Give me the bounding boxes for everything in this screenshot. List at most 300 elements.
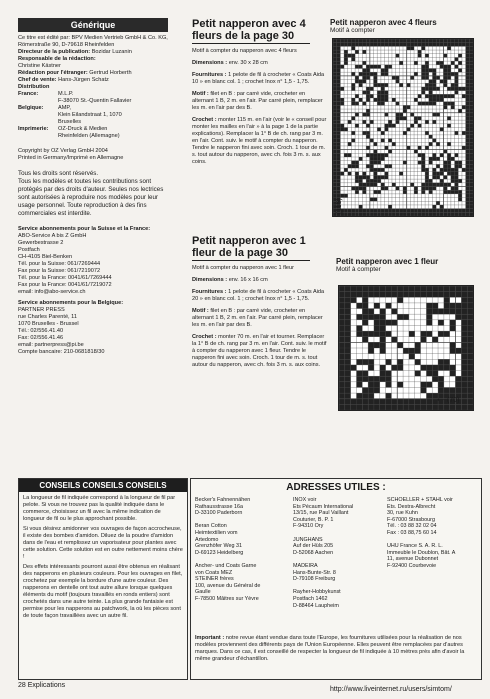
imprimerie-label: Imprimerie: xyxy=(18,126,49,132)
filled-cell xyxy=(469,131,473,135)
filled-cell xyxy=(461,342,467,348)
filled-cell xyxy=(396,212,400,216)
filled-cell xyxy=(333,43,337,47)
filled-cell xyxy=(438,382,444,388)
article1-motif-value: filet en B : par carré vide, crocheter en alternant 1 B, 2 m. en l'air. Par carré plein, remplacer les m. en l'air par des B. xyxy=(192,91,323,111)
filled-cell xyxy=(392,183,396,187)
article2-motif-label: Motif : xyxy=(192,308,209,314)
filled-cell xyxy=(466,161,470,165)
filled-cell xyxy=(351,404,357,410)
filled-cell xyxy=(333,187,337,191)
filled-cell xyxy=(458,164,462,168)
filled-cell xyxy=(458,69,462,73)
filled-cell xyxy=(447,43,451,47)
filled-cell xyxy=(421,337,427,343)
filled-cell xyxy=(466,139,470,143)
filled-cell xyxy=(466,164,470,168)
filled-cell xyxy=(461,337,467,343)
filled-cell xyxy=(362,91,366,95)
filled-cell xyxy=(368,399,374,405)
filled-cell xyxy=(455,83,459,87)
filled-cell xyxy=(451,83,455,87)
filled-cell xyxy=(359,175,363,179)
filled-cell xyxy=(451,39,455,43)
filled-cell xyxy=(366,72,370,76)
filled-cell xyxy=(469,183,473,187)
filled-cell xyxy=(466,72,470,76)
filled-cell xyxy=(455,76,459,80)
filled-cell xyxy=(377,65,381,69)
filled-cell xyxy=(466,209,470,213)
filled-cell xyxy=(385,164,389,168)
filled-cell xyxy=(432,286,438,292)
filled-cell xyxy=(333,113,337,117)
filled-cell xyxy=(469,120,473,124)
filled-cell xyxy=(339,359,345,365)
filled-cell xyxy=(467,354,473,360)
article1-dimensions xyxy=(192,60,327,67)
filled-cell xyxy=(444,80,448,84)
filled-cell xyxy=(345,325,351,331)
filled-cell xyxy=(469,109,473,113)
filled-cell xyxy=(355,190,359,194)
filled-cell xyxy=(388,164,392,168)
filled-cell xyxy=(407,105,411,109)
filled-cell xyxy=(385,172,389,176)
filled-cell xyxy=(421,65,425,69)
filled-cell xyxy=(444,309,450,315)
filled-cell xyxy=(368,404,374,410)
filled-cell xyxy=(377,43,381,47)
filled-cell xyxy=(440,153,444,157)
filled-cell xyxy=(436,61,440,65)
filled-cell xyxy=(418,116,422,120)
filled-cell xyxy=(351,98,355,102)
filled-cell xyxy=(370,183,374,187)
filled-cell xyxy=(447,46,451,50)
filled-cell xyxy=(337,69,341,73)
filled-cell xyxy=(436,98,440,102)
filled-cell xyxy=(362,175,366,179)
filled-cell xyxy=(385,91,389,95)
filled-cell xyxy=(355,80,359,84)
filled-cell xyxy=(436,164,440,168)
filled-cell xyxy=(440,128,444,132)
filled-cell xyxy=(355,43,359,47)
filled-cell xyxy=(337,76,341,80)
filled-cell xyxy=(450,404,456,410)
filled-cell xyxy=(337,187,341,191)
filled-cell xyxy=(469,61,473,65)
filled-cell xyxy=(432,365,438,371)
filled-cell xyxy=(403,131,407,135)
filled-cell xyxy=(432,404,438,410)
filled-cell xyxy=(339,297,345,303)
filled-cell xyxy=(366,179,370,183)
filled-cell xyxy=(333,190,337,194)
filled-cell xyxy=(438,376,444,382)
filled-cell xyxy=(421,387,427,393)
filled-cell xyxy=(403,109,407,113)
filled-cell xyxy=(451,157,455,161)
filled-cell xyxy=(377,190,381,194)
filled-cell xyxy=(374,404,380,410)
filled-cell xyxy=(440,43,444,47)
filled-cell xyxy=(415,292,421,298)
filled-cell xyxy=(421,331,427,337)
filled-cell xyxy=(450,348,456,354)
filled-cell xyxy=(469,209,473,213)
filled-cell xyxy=(359,43,363,47)
filled-cell xyxy=(370,179,374,183)
filled-cell xyxy=(455,187,459,191)
filled-cell xyxy=(399,83,403,87)
filled-cell xyxy=(414,190,418,194)
filled-cell xyxy=(407,209,411,213)
filled-cell xyxy=(333,172,337,176)
article2-fournitures xyxy=(192,289,327,303)
abo-suisse-text: ABO-Service A bis Z GmbH Gewerbestrasse 2 Postfach CH-4105 Biel-Benken Tél. pour la Suisse: 061/7269444 Fax pour la Suisse: 061/7219072 Tél. pour la France: 0041/61/7269444 Fax pour la France: 0041/61/7219072 email: info@abo-service.ch xyxy=(18,233,112,295)
filled-cell xyxy=(362,314,368,320)
filled-cell xyxy=(380,376,386,382)
etranger-line xyxy=(18,70,188,77)
filled-cell xyxy=(370,94,374,98)
filled-cell xyxy=(337,105,341,109)
generique-heading: Générique xyxy=(18,18,168,32)
filled-cell xyxy=(458,179,462,183)
filled-cell xyxy=(344,43,348,47)
article-1-fleur xyxy=(192,235,327,369)
abo-belgique-title: Service abonnements pour la Belgique: xyxy=(18,300,124,306)
filled-cell xyxy=(337,50,341,54)
filled-cell xyxy=(345,399,351,405)
filled-cell xyxy=(421,102,425,106)
filled-cell xyxy=(362,209,366,213)
filled-cell xyxy=(451,172,455,176)
filled-cell xyxy=(340,43,344,47)
filled-cell xyxy=(362,187,366,191)
filled-cell xyxy=(458,209,462,213)
filled-cell xyxy=(426,404,432,410)
filled-cell xyxy=(432,157,436,161)
filled-cell xyxy=(374,43,378,47)
filled-cell xyxy=(455,161,459,165)
filled-cell xyxy=(444,175,448,179)
filled-cell xyxy=(432,80,436,84)
filled-cell xyxy=(368,342,374,348)
filled-cell xyxy=(377,168,381,172)
filled-cell xyxy=(366,39,370,43)
filled-cell xyxy=(444,387,450,393)
filled-cell xyxy=(432,168,436,172)
article2-motif-desc xyxy=(192,308,327,329)
filled-cell xyxy=(392,209,396,213)
filled-cell xyxy=(466,113,470,117)
filled-cell xyxy=(362,212,366,216)
filled-cell xyxy=(432,371,438,377)
filled-cell xyxy=(381,187,385,191)
filled-cell xyxy=(450,292,456,298)
filled-cell xyxy=(461,286,467,292)
filled-cell xyxy=(345,359,351,365)
filled-cell xyxy=(451,102,455,106)
filled-cell xyxy=(340,65,344,69)
filled-cell xyxy=(461,365,467,371)
filled-cell xyxy=(368,393,374,399)
filled-cell xyxy=(356,331,362,337)
filled-cell xyxy=(461,393,467,399)
filled-cell xyxy=(467,393,473,399)
filled-cell xyxy=(469,198,473,202)
filled-cell xyxy=(356,303,362,309)
filled-cell xyxy=(351,72,355,76)
filled-cell xyxy=(381,91,385,95)
filled-cell xyxy=(414,150,418,154)
filled-cell xyxy=(451,209,455,213)
filled-cell xyxy=(344,194,348,198)
filled-cell xyxy=(421,91,425,95)
filled-cell xyxy=(438,365,444,371)
filled-cell xyxy=(409,286,415,292)
filled-cell xyxy=(444,187,448,191)
filled-cell xyxy=(455,43,459,47)
filled-cell xyxy=(466,157,470,161)
filled-cell xyxy=(455,57,459,61)
filled-cell xyxy=(351,297,357,303)
adresses-col3: SCHOELLER + STAHL voir Ets. Destra-Albrecht 30, rue Kuhn F-67000 Strasbourg Tél. : 03 88 32 02 04 Fax : 03 88,75 60 14 UHU France S. A. R. L. Immeuble le Doublon, Bât. A 11, avenue Dubonnet F-92400 Courbevoie xyxy=(387,497,456,569)
filled-cell xyxy=(466,91,470,95)
filled-cell xyxy=(339,314,345,320)
filled-cell xyxy=(370,161,374,165)
chart2-title: Petit napperon avec 1 fleur xyxy=(336,257,439,266)
filled-cell xyxy=(440,61,444,65)
filled-cell xyxy=(447,116,451,120)
filled-cell xyxy=(362,303,368,309)
filled-cell xyxy=(370,212,374,216)
filled-cell xyxy=(374,72,378,76)
filled-cell xyxy=(466,98,470,102)
important-text: notre revue étant vendue dans toute l'Europe, les fournitures utilisées pour la réalisation de nos modèles proviennent des différents pays de l'Union Européenne. Elles peuvent être remplacées par d'autres marques. Dans ce cas, il est conseillé de respecter la longueur de fil indiquée à 10 mètres près afin d'avoir la même grandeur d'échantillon. xyxy=(195,635,465,662)
filled-cell xyxy=(466,128,470,132)
filled-cell xyxy=(339,325,345,331)
filled-cell xyxy=(366,209,370,213)
filled-cell xyxy=(444,39,448,43)
filled-cell xyxy=(366,65,370,69)
filled-cell xyxy=(377,98,381,102)
filled-cell xyxy=(368,348,374,354)
filled-cell xyxy=(456,376,462,382)
filled-cell xyxy=(469,128,473,132)
filled-cell xyxy=(407,128,411,132)
chart1-title: Petit napperon avec 4 fleurs xyxy=(330,18,437,27)
filled-cell xyxy=(455,183,459,187)
article2-dimensions-value: env. 16 x 16 cm xyxy=(228,277,268,283)
filled-cell xyxy=(337,135,341,139)
filled-cell xyxy=(348,43,352,47)
filled-cell xyxy=(444,72,448,76)
distribution-label xyxy=(18,84,188,91)
filled-cell xyxy=(366,98,370,102)
filled-cell xyxy=(447,76,451,80)
filled-cell xyxy=(351,87,355,91)
filled-cell xyxy=(368,387,374,393)
grid2-svg xyxy=(339,286,473,410)
filled-cell xyxy=(426,292,432,298)
filled-cell xyxy=(385,94,389,98)
filled-cell xyxy=(348,39,352,43)
filled-cell xyxy=(333,76,337,80)
filled-cell xyxy=(466,150,470,154)
chart2-subtitle: Motif à compter xyxy=(336,266,381,273)
filled-cell xyxy=(467,325,473,331)
filled-cell xyxy=(467,320,473,326)
filled-cell xyxy=(407,39,411,43)
filled-cell xyxy=(355,187,359,191)
filled-cell xyxy=(374,150,378,154)
filled-cell xyxy=(467,404,473,410)
filled-cell xyxy=(469,50,473,54)
filled-cell xyxy=(359,179,363,183)
filled-cell xyxy=(377,128,381,132)
chart2-marker xyxy=(437,396,460,404)
filled-cell xyxy=(444,365,450,371)
filled-cell xyxy=(377,102,381,106)
filled-cell xyxy=(426,365,432,371)
page-number: 28 xyxy=(18,682,26,689)
filled-cell xyxy=(374,314,380,320)
filled-cell xyxy=(426,399,432,405)
filled-cell xyxy=(421,168,425,172)
filled-cell xyxy=(340,194,344,198)
filled-cell xyxy=(337,157,341,161)
filled-cell xyxy=(415,359,421,365)
filled-cell xyxy=(356,404,362,410)
filled-cell xyxy=(451,61,455,65)
filled-cell xyxy=(432,175,436,179)
filled-cell xyxy=(466,153,470,157)
filled-cell xyxy=(377,157,381,161)
filled-cell xyxy=(451,187,455,191)
filled-cell xyxy=(368,331,374,337)
filled-cell xyxy=(451,43,455,47)
filled-cell xyxy=(466,43,470,47)
filled-cell xyxy=(426,286,432,292)
filled-cell xyxy=(469,153,473,157)
filled-cell xyxy=(469,39,473,43)
filled-cell xyxy=(421,46,425,50)
filled-cell xyxy=(410,124,414,128)
filled-cell xyxy=(391,309,397,315)
filled-cell xyxy=(386,320,392,326)
filled-cell xyxy=(386,393,392,399)
filled-cell xyxy=(461,404,467,410)
filled-cell xyxy=(444,297,450,303)
filled-cell xyxy=(407,146,411,150)
conseils-heading: CONSEILS CONSEILS CONSEILS xyxy=(19,479,187,492)
filled-cell xyxy=(355,102,359,106)
filled-cell xyxy=(469,98,473,102)
filled-cell xyxy=(429,80,433,84)
filled-cell xyxy=(333,102,337,106)
filled-cell xyxy=(351,399,357,405)
filled-cell xyxy=(466,50,470,54)
filled-cell xyxy=(469,43,473,47)
filled-cell xyxy=(469,161,473,165)
filled-cell xyxy=(392,142,396,146)
filled-cell xyxy=(455,153,459,157)
filled-cell xyxy=(333,194,337,198)
filled-cell xyxy=(345,303,351,309)
filled-cell xyxy=(392,124,396,128)
filled-cell xyxy=(392,98,396,102)
filled-cell xyxy=(388,65,392,69)
filled-cell xyxy=(451,190,455,194)
filled-cell xyxy=(355,175,359,179)
filled-cell xyxy=(429,91,433,95)
filled-cell xyxy=(466,146,470,150)
article1-crochet-label: Crochet : xyxy=(192,117,217,123)
filled-cell xyxy=(351,187,355,191)
filled-cell xyxy=(432,303,438,309)
filled-cell xyxy=(351,365,357,371)
filled-cell xyxy=(351,286,357,292)
filled-cell xyxy=(355,172,359,176)
filled-cell xyxy=(425,69,429,73)
filled-cell xyxy=(337,109,341,113)
filled-cell xyxy=(450,342,456,348)
filled-cell xyxy=(362,359,368,365)
filled-cell xyxy=(351,209,355,213)
filled-cell xyxy=(432,309,438,315)
filled-cell xyxy=(339,309,345,315)
filled-cell xyxy=(421,39,425,43)
filled-cell xyxy=(370,65,374,69)
filled-cell xyxy=(333,57,337,61)
footer-url[interactable]: http://www.liveinternet.ru/users/simtom/ xyxy=(330,686,452,693)
filled-cell xyxy=(455,179,459,183)
filled-cell xyxy=(403,190,407,194)
filled-cell xyxy=(469,102,473,106)
filled-cell xyxy=(462,87,466,91)
filled-cell xyxy=(447,72,451,76)
filled-cell xyxy=(362,337,368,343)
filled-cell xyxy=(410,39,414,43)
filled-cell xyxy=(396,113,400,117)
filled-cell xyxy=(356,382,362,388)
filled-cell xyxy=(337,57,341,61)
filled-cell xyxy=(466,190,470,194)
filled-cell xyxy=(359,65,363,69)
filled-cell xyxy=(432,187,436,191)
filled-cell xyxy=(337,175,341,179)
filled-cell xyxy=(469,113,473,117)
filled-cell xyxy=(447,65,451,69)
filled-cell xyxy=(362,393,368,399)
filled-cell xyxy=(345,404,351,410)
filled-cell xyxy=(362,387,368,393)
filled-cell xyxy=(432,83,436,87)
filled-cell xyxy=(355,50,359,54)
filled-cell xyxy=(425,187,429,191)
filled-cell xyxy=(425,131,429,135)
filled-cell xyxy=(450,387,456,393)
filled-cell xyxy=(469,146,473,150)
filled-cell xyxy=(444,292,450,298)
filled-cell xyxy=(374,76,378,80)
filled-cell xyxy=(421,161,425,165)
filled-cell xyxy=(462,146,466,150)
filled-cell xyxy=(348,142,352,146)
